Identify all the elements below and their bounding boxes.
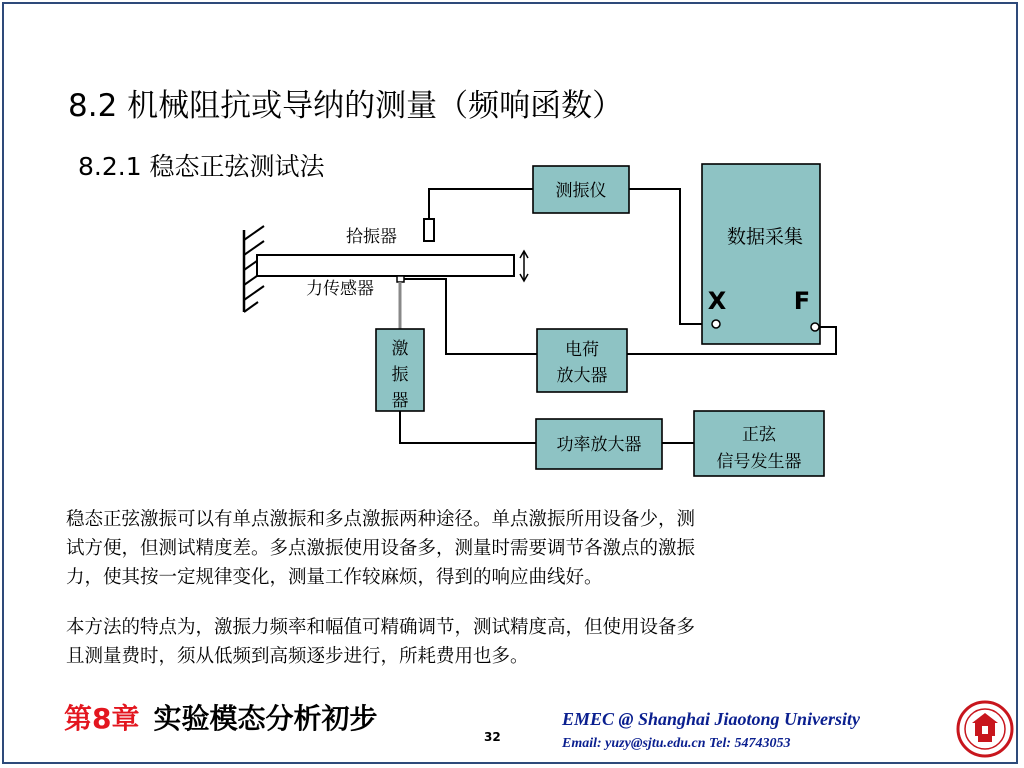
signal-gen-label-1: 正弦	[742, 425, 776, 445]
chapter-number: 第8章	[64, 702, 140, 735]
paragraph-1-line: 力，使其按一定规律变化，测量工作较麻烦，得到的响应曲线好。	[66, 567, 603, 588]
charge-amp-label-2: 放大器	[556, 366, 608, 386]
slide-title: 8.2 机械阻抗或导纳的测量（频响函数）	[68, 88, 624, 124]
exciter-label-2: 振	[391, 365, 409, 385]
pickup-label: 拾振器	[346, 227, 397, 247]
vibration-arrow-icon	[520, 251, 528, 281]
power-amp-label: 功率放大器	[556, 435, 642, 455]
exciter-label-3: 器	[391, 391, 409, 411]
exciter-label-1: 激	[391, 339, 409, 359]
channel-f-label: F	[793, 287, 811, 315]
contact-label: Email: yuzy@sjtu.edu.cn Tel: 54743053	[562, 736, 791, 751]
chapter-footer	[64, 697, 378, 737]
organization-label: EMEC @ Shanghai Jiaotong University	[562, 709, 861, 729]
paragraph-2-line: 且测量费时，须从低频到高频逐步进行，所耗费用也多。	[66, 646, 529, 667]
cantilever-beam	[257, 255, 514, 276]
page-number: 32	[484, 730, 501, 744]
terminal-f	[811, 323, 819, 331]
paragraph-1-line: 稳态正弦激振可以有单点激振和多点激振两种途径。单点激振所用设备少，测	[66, 509, 696, 530]
section-subtitle: 8.2.1 稳态正弦测试法	[78, 152, 325, 181]
university-seal-icon	[956, 700, 1014, 758]
signal-gen-label-2: 信号发生器	[716, 452, 802, 472]
paragraph-1	[66, 505, 946, 592]
pickup-sensor	[424, 219, 434, 241]
data-acquisition-box	[702, 164, 820, 344]
force-sensor-label: 力传感器	[306, 279, 374, 299]
paragraph-2	[66, 613, 946, 671]
paragraph-1-line: 试方便，但测试精度差。多点激振使用设备多，测量时需要调节各激点的激振	[66, 538, 696, 559]
data-acquisition-label: 数据采集	[726, 226, 804, 248]
charge-amp-label-1: 电荷	[565, 340, 599, 360]
channel-x-label: X	[707, 287, 727, 315]
terminal-x	[712, 320, 720, 328]
vibrometer-label: 测振仪	[555, 181, 607, 201]
chapter-title: 实验模态分析初步	[153, 702, 378, 735]
paragraph-2-line: 本方法的特点为，激振力频率和幅值可精确调节，测试精度高，但使用设备多	[66, 617, 696, 638]
force-sensor	[397, 276, 404, 282]
